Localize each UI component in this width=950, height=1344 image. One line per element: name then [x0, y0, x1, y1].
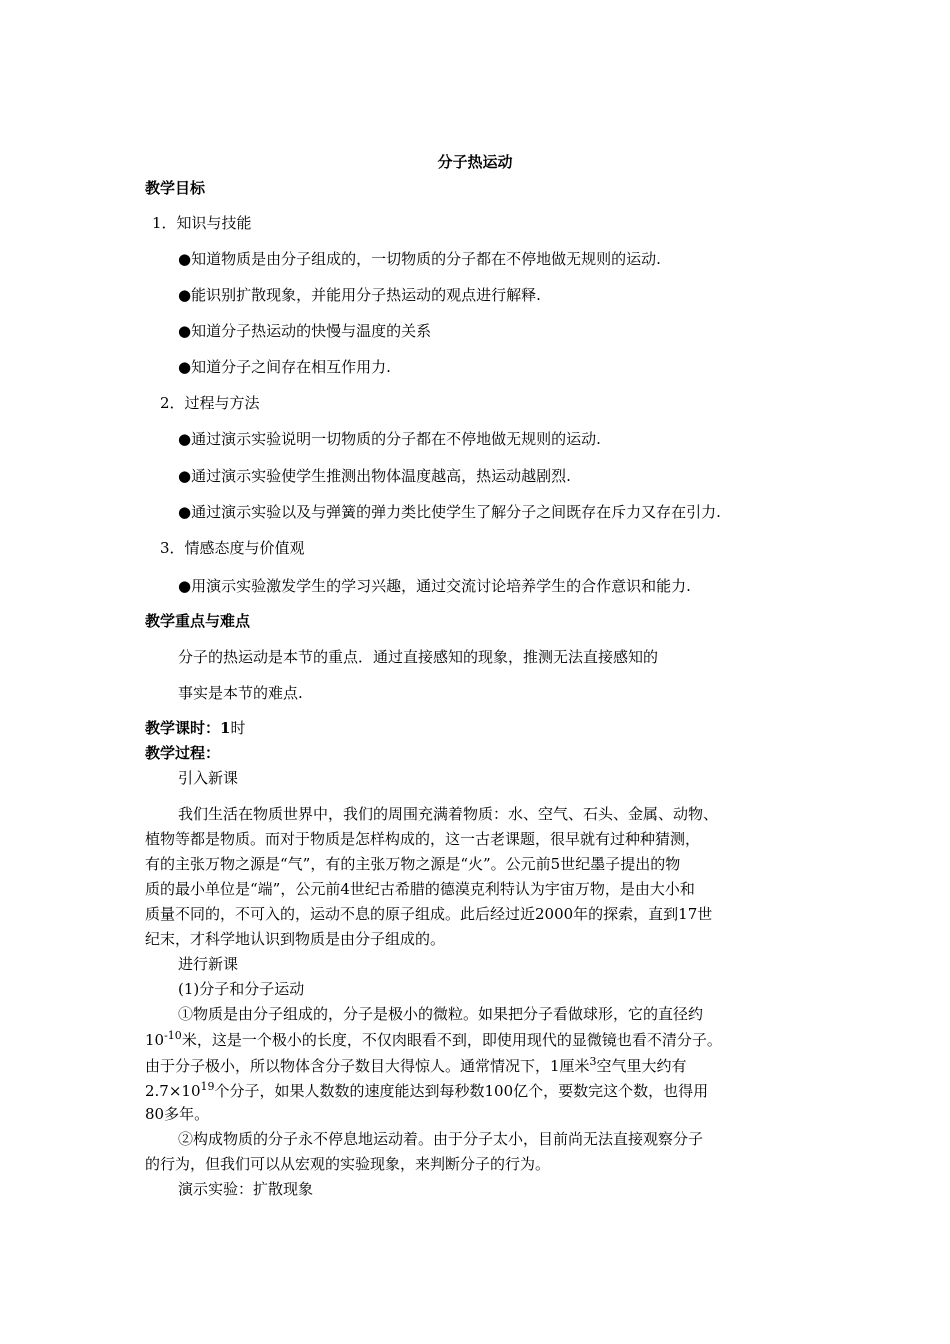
bullet-item: ●通过演示实验以及与弹簧的弹力类比使学生了解分子之间既存在斥力又存在引力.	[178, 503, 721, 521]
section-heading-knowledge: 1．知识与技能	[152, 214, 252, 232]
paragraph-text	[145, 1081, 708, 1101]
paragraph-text: ②构成物质的分子永不停息地运动着。由于分子太小，目前尚无法直接观察分子	[178, 1130, 704, 1148]
intro-text: 植物等都是物质。而对于物质是怎样构成的，这一古老课题，很早就有过种种猜测，	[145, 830, 701, 848]
paragraph-text: 80多年。	[145, 1105, 210, 1123]
intro-text: 有的主张万物之源是“气”，有的主张万物之源是“火”。公元前5世纪墨子提出的物	[145, 855, 681, 873]
exponent-base: 2.7×10	[145, 1082, 201, 1100]
key-points-text: 分子的热运动是本节的重点．通过直接感知的现象，推测无法直接感知的	[178, 648, 659, 666]
demo-label: 演示实验：扩散现象	[178, 1180, 314, 1198]
objectives-heading: 教学目标	[145, 179, 206, 197]
exponent: -10	[164, 1029, 182, 1042]
class-hours-value: 1	[220, 719, 231, 737]
process-heading: 教学过程：	[145, 744, 221, 762]
bullet-item: ●能识别扩散现象，并能用分子热运动的观点进行解释.	[178, 286, 541, 304]
bullet-item: ●知道物质是由分子组成的，一切物质的分子都在不停地做无规则的运动.	[178, 250, 661, 268]
intro-text: 纪末，才科学地认识到物质是由分子组成的。	[145, 930, 446, 948]
paragraph-text: ①物质是由分子组成的，分子是极小的微粒。如果把分子看做球形，它的直径约	[178, 1005, 704, 1023]
exponent: 19	[200, 1080, 215, 1093]
intro-text: 我们生活在物质世界中，我们的周围充满着物质：水、空气、石头、金属、动物、	[178, 805, 719, 823]
paragraph-text-post: 空气里大约有	[596, 1057, 687, 1075]
paragraph-text	[145, 1030, 722, 1050]
exponent: 3	[589, 1055, 597, 1068]
intro-label: 引入新课	[178, 769, 239, 787]
bullet-item: ●用演示实验激发学生的学习兴趣，通过交流讨论培养学生的合作意识和能力.	[178, 577, 691, 595]
class-hours-label: 教学课时：	[145, 719, 221, 737]
document-title: 分子热运动	[437, 153, 513, 171]
paragraph-text-rest: 个分子，如果人数数的速度能达到每秒数100亿个，要数完这个数，也得用	[214, 1082, 709, 1100]
section-heading-attitude: 3．情感态度与价值观	[160, 539, 305, 557]
exponent-base: 10	[145, 1031, 165, 1049]
intro-text: 质量不同的，不可入的，运动不息的原子组成。此后经过近2000年的探索，直到17世	[145, 905, 713, 923]
bullet-item: ●通过演示实验使学生推测出物体温度越高，热运动越剧烈.	[178, 467, 571, 485]
class-hours-unit: 时	[230, 719, 246, 737]
paragraph-text	[145, 1056, 687, 1076]
key-points-heading: 教学重点与难点	[145, 612, 251, 630]
new-lesson-label: 进行新课	[178, 955, 239, 973]
class-hours	[145, 718, 245, 738]
intro-text: 质的最小单位是“端”，公元前4世纪古希腊的德漠克利特认为宇宙万物，是由大小和	[145, 880, 695, 898]
subsection-label: (1)分子和分子运动	[178, 980, 305, 998]
bullet-item: ●知道分子之间存在相互作用力.	[178, 358, 391, 376]
key-points-text: 事实是本节的难点.	[178, 684, 303, 702]
paragraph-text: 的行为，但我们可以从宏观的实验现象，来判断分子的行为。	[145, 1155, 551, 1173]
section-heading-process: 2．过程与方法	[160, 394, 260, 412]
paragraph-text-rest: 米，这是一个极小的长度，不仅肉眼看不到，即使用现代的显微镜也看不清分子。	[181, 1031, 722, 1049]
paragraph-text-pre: 由于分子极小，所以物体含分子数目大得惊人。通常情况下，1厘米	[145, 1057, 590, 1075]
bullet-item: ●通过演示实验说明一切物质的分子都在不停地做无规则的运动.	[178, 430, 601, 448]
bullet-item: ●知道分子热运动的快慢与温度的关系	[178, 322, 432, 340]
